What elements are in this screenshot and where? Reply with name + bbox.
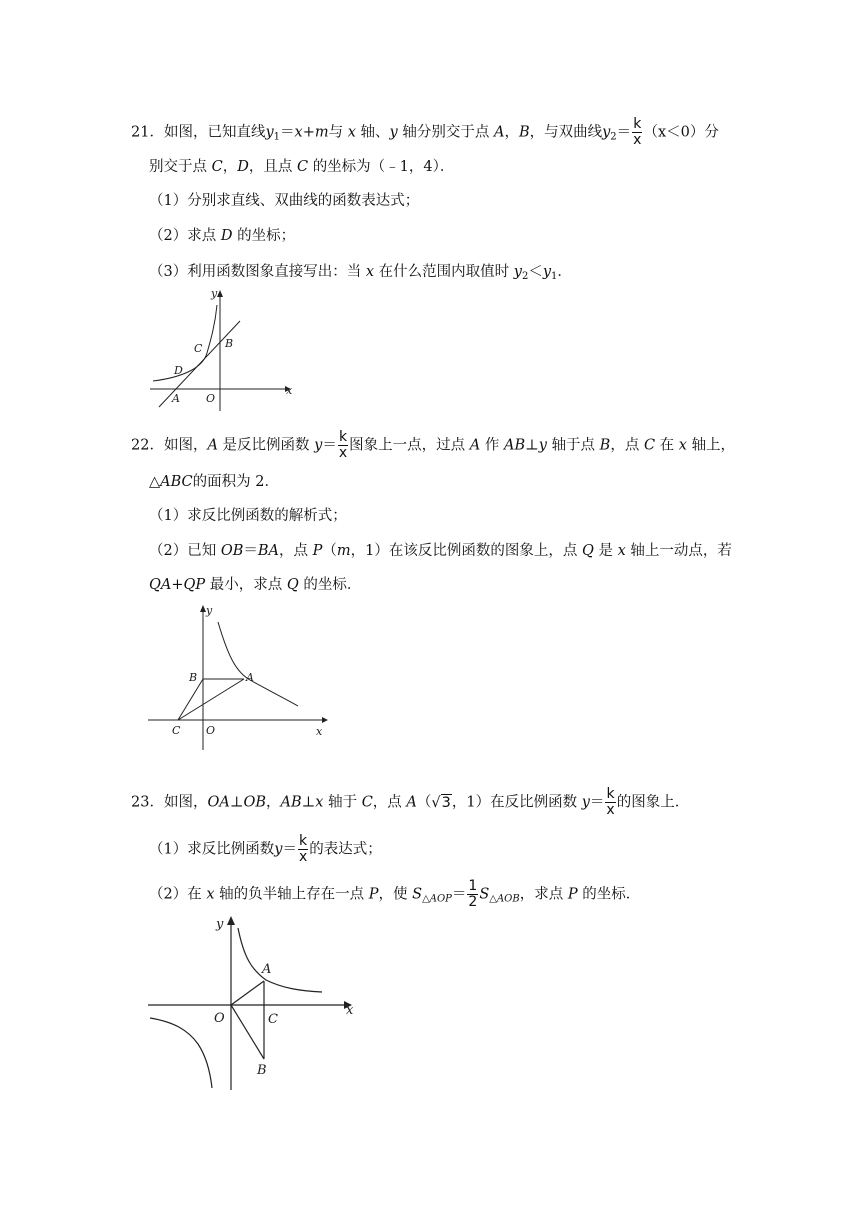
denominator: x (338, 445, 348, 461)
label-y: y (206, 604, 213, 617)
var-x: x (617, 543, 626, 559)
segment-ob (231, 1005, 264, 1059)
text: 的面积为 2． (192, 474, 279, 490)
segment-cb (178, 679, 203, 720)
point-p: P (368, 886, 379, 903)
subscript-aop: △AOP (422, 893, 452, 905)
var-y: y (602, 124, 611, 141)
segment-qa: QA (149, 577, 172, 593)
perp-symbol: ⊥ (301, 794, 316, 811)
numerator: k (633, 116, 642, 132)
text: 轴的负半轴上存在一点 (219, 886, 365, 903)
q22-line-4 (149, 575, 361, 595)
text: 轴上， (691, 437, 736, 454)
point-c: C (296, 159, 309, 175)
hyperbola-q1 (238, 928, 322, 992)
denominator: x (633, 132, 642, 148)
text: 如图， (163, 437, 208, 454)
label-x: x (346, 1003, 354, 1018)
label-b: B (189, 671, 198, 684)
text: 在什么范围内取值时 (378, 264, 510, 280)
point-a: A (207, 437, 218, 454)
var-y: y (389, 124, 398, 141)
perp-symbol: ⊥ (525, 437, 539, 454)
var-y: y (314, 437, 323, 454)
var-y: y (542, 264, 552, 280)
text: 作 (484, 437, 500, 454)
y-axis-arrow (217, 290, 223, 297)
equals: ＝ (451, 886, 467, 903)
numerator: k (338, 429, 348, 445)
var-x: x (315, 794, 324, 811)
equals: ＝ (243, 543, 258, 559)
text: ，求点 (519, 886, 564, 903)
text: 在 (659, 437, 675, 454)
label-b: B (225, 337, 234, 350)
text: （1）求反比例函数 (149, 841, 275, 858)
numerator: 1 (468, 878, 478, 894)
numerator: k (299, 833, 308, 849)
text: （3）利用函数图象直接写出：当 (149, 264, 362, 280)
label-a: A (262, 962, 272, 977)
text: 轴于点 (551, 437, 596, 454)
triangle-abc: ABC (160, 474, 193, 490)
q21-figure (145, 285, 305, 415)
fraction-k-over-x (338, 430, 348, 461)
point-p: P (312, 543, 323, 559)
segment-ab: AB (503, 437, 526, 454)
var-x: x (206, 886, 215, 903)
q22-part-1: （1）求反比例函数的解析式； (149, 508, 347, 524)
label-a: A (246, 671, 254, 684)
comma: ， (504, 124, 519, 141)
text: 是 (598, 543, 613, 559)
label-y: y (216, 917, 224, 932)
fraction-k-over-x (298, 834, 308, 865)
var-y: y (538, 437, 547, 454)
area-s: S (479, 886, 490, 903)
fraction-one-half (467, 879, 478, 910)
equals: ＝ (616, 124, 632, 141)
plus: + (171, 577, 184, 593)
subscript: 2 (610, 131, 617, 143)
question-number: 22． (131, 437, 164, 454)
text: （2）已知 (149, 543, 217, 559)
point-q: Q (582, 543, 594, 559)
q23-figure (140, 910, 370, 1095)
subscript-aob: △AOB (489, 893, 520, 905)
var-x: x (365, 264, 375, 280)
segment-oa: OA (207, 794, 230, 811)
q21-part-1: （1）分别求直线、双曲线的函数表达式； (149, 193, 420, 209)
q22-part-2 (149, 541, 732, 561)
q22-line-1 (131, 430, 735, 461)
hyperbola-q3 (150, 1018, 212, 1088)
x-axis-arrow (322, 717, 328, 723)
point-q: Q (286, 577, 299, 593)
text: 的表达式； (309, 841, 382, 858)
text: 轴上一动点，若 (630, 543, 732, 559)
condition: （x＜0）分 (643, 124, 719, 141)
q21-part-2 (149, 226, 295, 246)
period: ． (557, 264, 572, 280)
label-x: x (286, 384, 293, 397)
hyperbola (218, 622, 298, 706)
text: （ (322, 543, 337, 559)
text: ，点 (279, 543, 309, 559)
text: ，且点 (248, 159, 293, 175)
segment-ob: OB (220, 543, 244, 559)
point-b: B (599, 437, 611, 454)
question-number: 23． (131, 794, 164, 811)
point-d: D (220, 228, 233, 244)
equals: ＝ (282, 841, 297, 858)
var-y: y (274, 841, 283, 858)
text: （2）求点 (149, 228, 217, 244)
label-c: C (268, 1012, 278, 1027)
var-y: y (581, 794, 590, 811)
text: 轴分别交于点 (402, 124, 490, 141)
text: 最小，求点 (209, 577, 283, 593)
label-o: O (214, 1011, 225, 1026)
equals: ＝ (322, 437, 337, 454)
label-x: x (316, 725, 323, 738)
y-axis-arrow (227, 916, 235, 925)
q21-line-1 (131, 117, 719, 148)
text: 的坐标． (303, 577, 362, 593)
label-c: C (172, 724, 181, 737)
q23-part-2 (149, 879, 640, 910)
text: 如图，已知直线 (163, 124, 266, 141)
point-c: C (211, 159, 223, 175)
q22-line-2 (149, 472, 279, 492)
point-a: A (493, 124, 505, 141)
point-b: B (518, 124, 530, 141)
text: ，点 (372, 794, 402, 811)
var-y: y (513, 264, 522, 280)
text: ，使 (378, 886, 408, 903)
subscript: 2 (521, 271, 529, 282)
var-x: x (678, 437, 687, 454)
text: ，点 (610, 437, 640, 454)
text: 别交于点 (149, 159, 207, 175)
label-o: O (206, 724, 216, 737)
subscript: 1 (273, 131, 281, 143)
label-d: D (174, 364, 183, 377)
label-o: O (206, 392, 216, 405)
hyperbola-y2 (153, 305, 217, 381)
area-s: S (412, 886, 423, 903)
segment-ab: AB (280, 794, 302, 811)
point-c: C (361, 794, 373, 811)
denominator: x (606, 802, 615, 818)
label-c: C (194, 342, 203, 355)
perp-symbol: ⊥ (229, 794, 244, 811)
q23-part-1 (149, 834, 382, 865)
denominator: 2 (468, 894, 478, 910)
q23-line-1 (131, 787, 689, 818)
fraction-k-over-x (632, 117, 642, 148)
fraction-k-over-x (605, 787, 615, 818)
equals: ＝ (280, 124, 295, 141)
radicand: 3 (441, 794, 451, 811)
text: ，1）在该反比例函数的图象上，点 (350, 543, 578, 559)
text: 的坐标为（﹣1，4）． (312, 159, 455, 175)
paren: （ (416, 794, 432, 811)
segment-qp: QP (183, 577, 206, 593)
segment-ba: BA (257, 543, 280, 559)
less-than: ＜ (528, 264, 543, 280)
text: 与 (328, 124, 344, 141)
text: 轴、 (360, 124, 390, 141)
comma: ， (222, 159, 238, 175)
var-x: x (294, 124, 303, 141)
q22-figure (140, 600, 340, 770)
var-m: m (314, 124, 329, 141)
segment-ca (178, 679, 244, 720)
label-a: A (172, 392, 180, 405)
text: ，1）在反比例函数 (451, 794, 578, 811)
text: 的坐标． (582, 886, 641, 903)
label-b: B (257, 1063, 267, 1078)
text: 是反比例函数 (222, 437, 310, 454)
denominator: x (298, 849, 308, 865)
comma: ， (266, 794, 281, 811)
segment-oa (231, 981, 264, 1005)
text: 的坐标； (237, 228, 296, 244)
q21-part-3 (149, 262, 572, 287)
var-y: y (265, 124, 274, 141)
text: （2）在 (149, 886, 202, 903)
point-p: P (567, 886, 578, 903)
q21-line-2 (149, 157, 454, 177)
question-number: 21． (131, 124, 164, 141)
label-y: y (211, 287, 218, 300)
point-a: A (469, 437, 481, 454)
text: 的图象上． (616, 794, 690, 811)
subscript: 1 (551, 271, 558, 282)
text: 如图， (163, 794, 208, 811)
segment-ob: OB (243, 794, 266, 811)
text: 图象上一点，过点 (349, 437, 466, 454)
numerator: k (606, 786, 615, 802)
text: ，与双曲线 (529, 124, 603, 141)
point-a: A (406, 794, 417, 811)
equals: ＝ (589, 794, 605, 811)
point-c: C (643, 437, 656, 454)
text: 轴于 (328, 794, 358, 811)
sqrt-3: √3 (431, 794, 451, 811)
var-x: x (347, 124, 356, 141)
plus: + (302, 124, 315, 141)
triangle-symbol: △ (149, 474, 161, 490)
point-d: D (237, 159, 249, 175)
var-m: m (336, 543, 351, 559)
